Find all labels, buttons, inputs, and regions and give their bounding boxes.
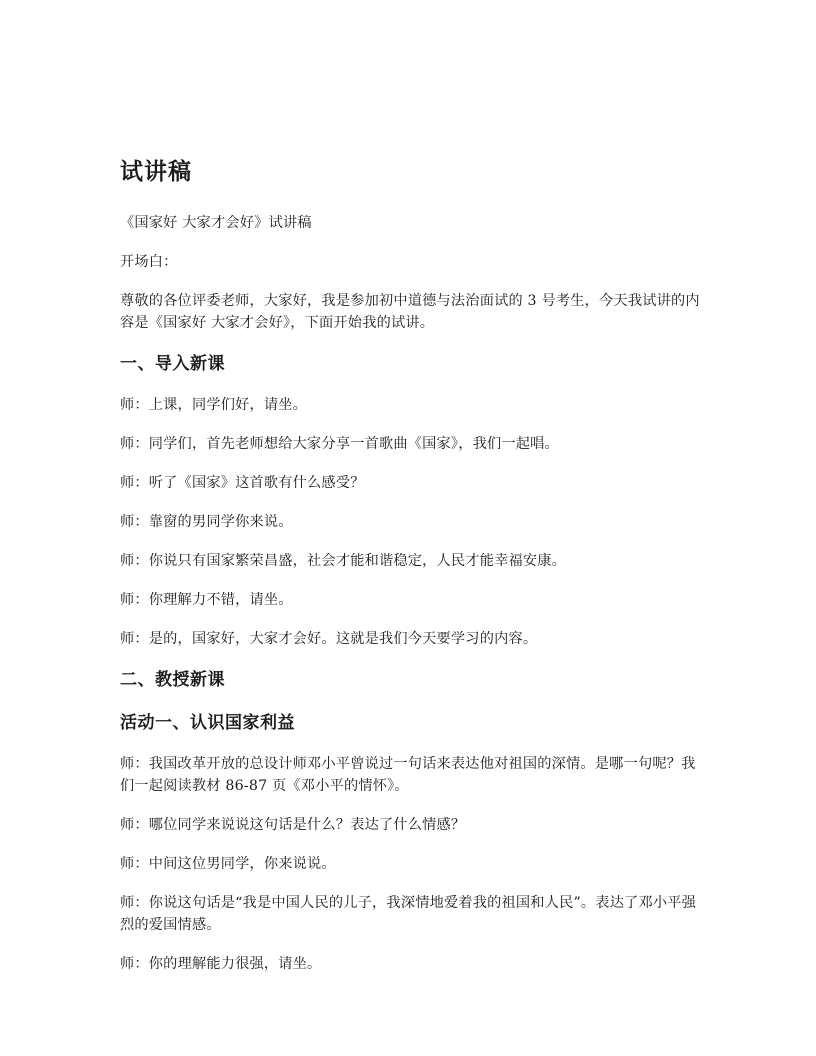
dialogue-line: 师：听了《国家》这首歌有什么感受？	[120, 475, 365, 491]
dialogue-line: 师：靠窗的男同学你来说。	[120, 514, 293, 530]
dialogue-line: 师：你理解力不错，请坐。	[120, 592, 293, 608]
section-heading-teaching: 二、教授新课	[120, 670, 225, 690]
document-title: 试讲稿	[120, 159, 192, 185]
dialogue-line: 师：你说只有国家繁荣昌盛，社会才能和谐稳定，人民才能幸福安康。	[120, 553, 567, 569]
document-body	[120, 212, 700, 992]
opening-label: 开场白：	[120, 254, 178, 270]
dialogue-line: 师：你的理解能力很强，请坐。	[120, 956, 322, 972]
dialogue-line: 师：中间这位男同学，你来说说。	[120, 856, 336, 872]
dialogue-line: 师：我国改革开放的总设计师邓小平曾说过一句话来表达他对祖国的深情。是哪一句呢？我们一起阅读教材 86-87 页《邓小平的情怀》。	[120, 756, 696, 794]
section-heading-intro: 一、导入新课	[120, 354, 225, 374]
dialogue-line: 师：你说这句话是“我是中国人民的儿子，我深情地爱着我的祖国和人民”。表达了邓小平强烈的爱国情感。	[120, 895, 697, 933]
document-page	[120, 0, 700, 1056]
dialogue-line: 师：哪位同学来说说这句话是什么？表达了什么情感？	[120, 817, 466, 833]
document-subtitle: 《国家好 大家才会好》试讲稿	[120, 215, 312, 231]
dialogue-line: 师：是的，国家好，大家才会好。这就是我们今天要学习的内容。	[120, 631, 538, 647]
activity-heading: 活动一、认识国家利益	[120, 713, 295, 733]
opening-paragraph: 尊敬的各位评委老师，大家好，我是参加初中道德与法治面试的 3 号考生，今天我试讲的内容是《国家好 大家才会好》，下面开始我的试讲。	[120, 293, 700, 331]
dialogue-line: 师：上课，同学们好，请坐。	[120, 397, 308, 413]
dialogue-line: 师：同学们，首先老师想给大家分享一首歌曲《国家》，我们一起唱。	[120, 436, 559, 452]
